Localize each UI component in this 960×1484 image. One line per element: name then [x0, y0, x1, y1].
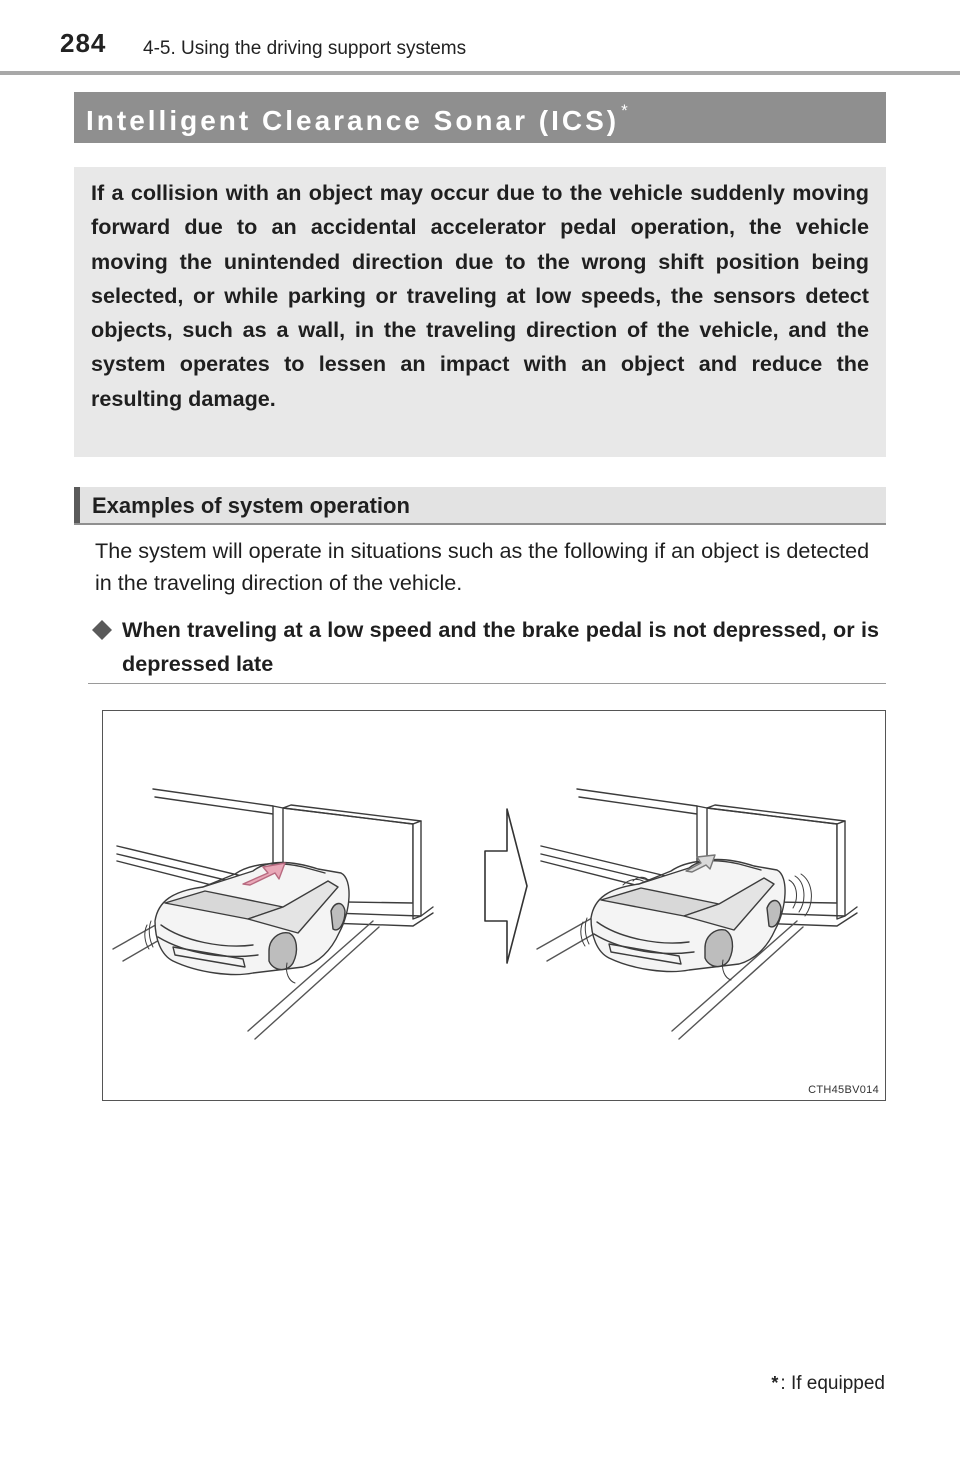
section-reference: 4-5. Using the driving support systems — [143, 38, 467, 59]
figure-illustration — [102, 710, 886, 1101]
title-asterisk: * — [621, 101, 628, 120]
item-heading: When traveling at a low speed and the brake pedal is not depressed, or is depressed late — [122, 617, 879, 676]
diamond-icon — [92, 620, 112, 640]
body-paragraph: The system will operate in situations such as the following if an object is detected in the traveling direction of the vehicle. — [95, 538, 870, 595]
subheader-label: Examples of system operation — [92, 493, 410, 518]
intro-box — [74, 167, 886, 457]
footnote-text: : If equipped — [780, 1373, 885, 1394]
page-number: 284 — [60, 28, 107, 58]
footnote-asterisk: * — [771, 1373, 779, 1393]
figure-svg — [103, 711, 885, 1100]
footnote — [771, 1373, 885, 1395]
item-divider — [88, 683, 886, 684]
title-label: Intelligent Clearance Sonar (ICS) — [86, 105, 620, 136]
section-subheader — [74, 487, 886, 525]
car-illustration-left — [145, 863, 349, 984]
subheader-accent — [74, 487, 80, 523]
arrow-icon — [485, 809, 527, 963]
page-title — [86, 101, 628, 137]
figure-code: CTH45BV014 — [808, 1084, 879, 1096]
car-illustration-right — [581, 860, 812, 981]
intro-text: If a collision with an object may occur due to the vehicle suddenly moving forward due to an accidental accelerator pedal operation, the vehicle moving the unintended direction due to the wrong shift position being selected, or while parking or traveling at low speeds, the sensors detect objects, such as a wall, in the traveling direction of the vehicle, and the system operates to lessen an impact with an object and reduce the resulting damage. — [91, 180, 869, 411]
header-divider — [0, 71, 960, 75]
title-bar — [74, 92, 886, 143]
